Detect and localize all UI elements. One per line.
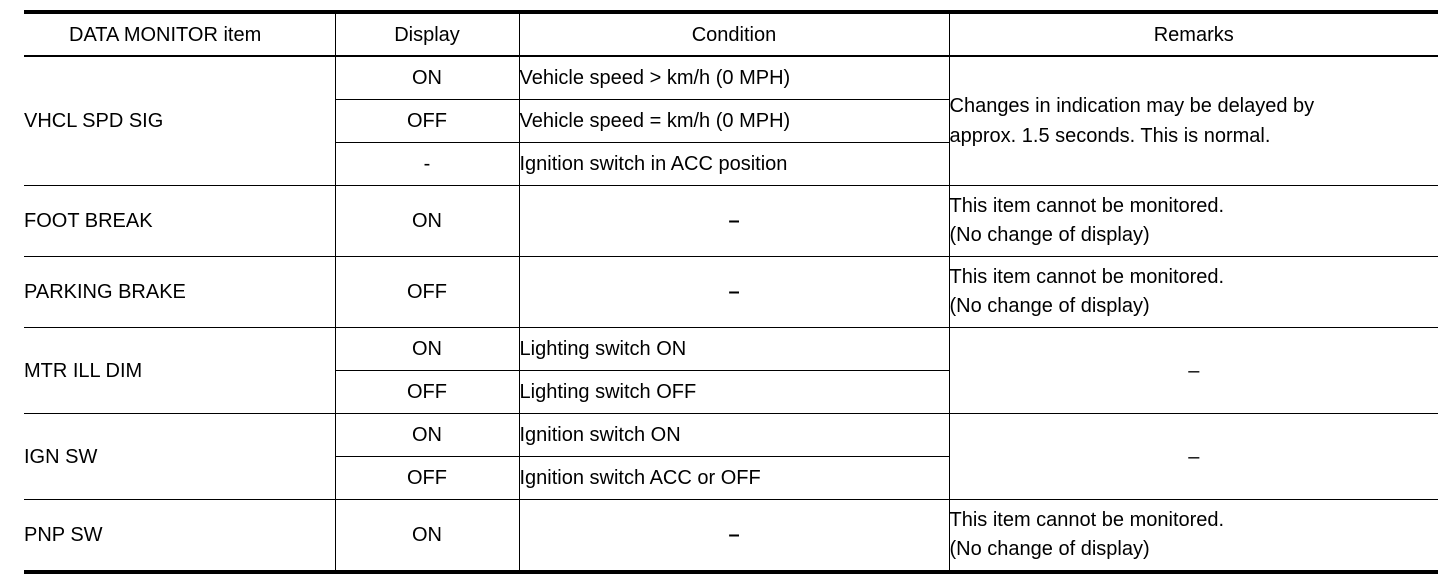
condition-cell: Ignition switch in ACC position [519,143,949,186]
remarks-cell [949,500,1438,573]
table-row [24,328,1438,371]
header-row [24,12,1438,56]
condition-cell: Vehicle speed = km/h (0 MPH) [519,100,949,143]
remarks-line: This item cannot be monitored. [949,195,1225,217]
item-cell: PNP SW [24,500,335,573]
condition-cell: – [519,186,949,257]
remarks-cell [949,186,1438,257]
display-cell: OFF [335,457,519,500]
header-condition: Condition [519,12,949,56]
remarks-cell: – [949,328,1438,414]
condition-cell: Lighting switch ON [519,328,949,371]
header-remarks: Remarks [949,12,1438,56]
table-row [24,257,1438,328]
display-cell: ON [335,414,519,457]
remarks-line: This item cannot be monitored. [949,266,1225,288]
header-display: Display [335,12,519,56]
table-row [24,56,1438,100]
remarks-line: This item cannot be monitored. [949,509,1225,531]
remarks-cell: – [949,414,1438,500]
condition-cell: – [519,500,949,573]
display-cell: - [335,143,519,186]
item-cell: IGN SW [24,414,335,500]
display-cell: ON [335,56,519,100]
table-row [24,186,1438,257]
item-cell: VHCL SPD SIG [24,56,335,186]
remarks-line: Changes in indication may be delayed by [949,95,1315,117]
table-row [24,414,1438,457]
remarks-line: approx. 1.5 seconds. This is normal. [949,125,1271,147]
display-cell: ON [335,500,519,573]
display-cell: ON [335,186,519,257]
condition-cell: Ignition switch ACC or OFF [519,457,949,500]
display-cell: OFF [335,371,519,414]
header-item: DATA MONITOR item [24,12,335,56]
condition-cell: Ignition switch ON [519,414,949,457]
item-cell: FOOT BREAK [24,186,335,257]
remarks-line: (No change of display) [949,224,1150,246]
condition-cell: Vehicle speed > km/h (0 MPH) [519,56,949,100]
item-cell: MTR ILL DIM [24,328,335,414]
remarks-cell [949,56,1438,186]
condition-cell: – [519,257,949,328]
remarks-line: (No change of display) [949,295,1150,317]
display-cell: OFF [335,100,519,143]
item-cell: PARKING BRAKE [24,257,335,328]
display-cell: OFF [335,257,519,328]
condition-cell: Lighting switch OFF [519,371,949,414]
display-cell: ON [335,328,519,371]
remarks-line: (No change of display) [949,538,1150,560]
data-monitor-table [24,10,1438,574]
table-row [24,500,1438,573]
remarks-cell [949,257,1438,328]
